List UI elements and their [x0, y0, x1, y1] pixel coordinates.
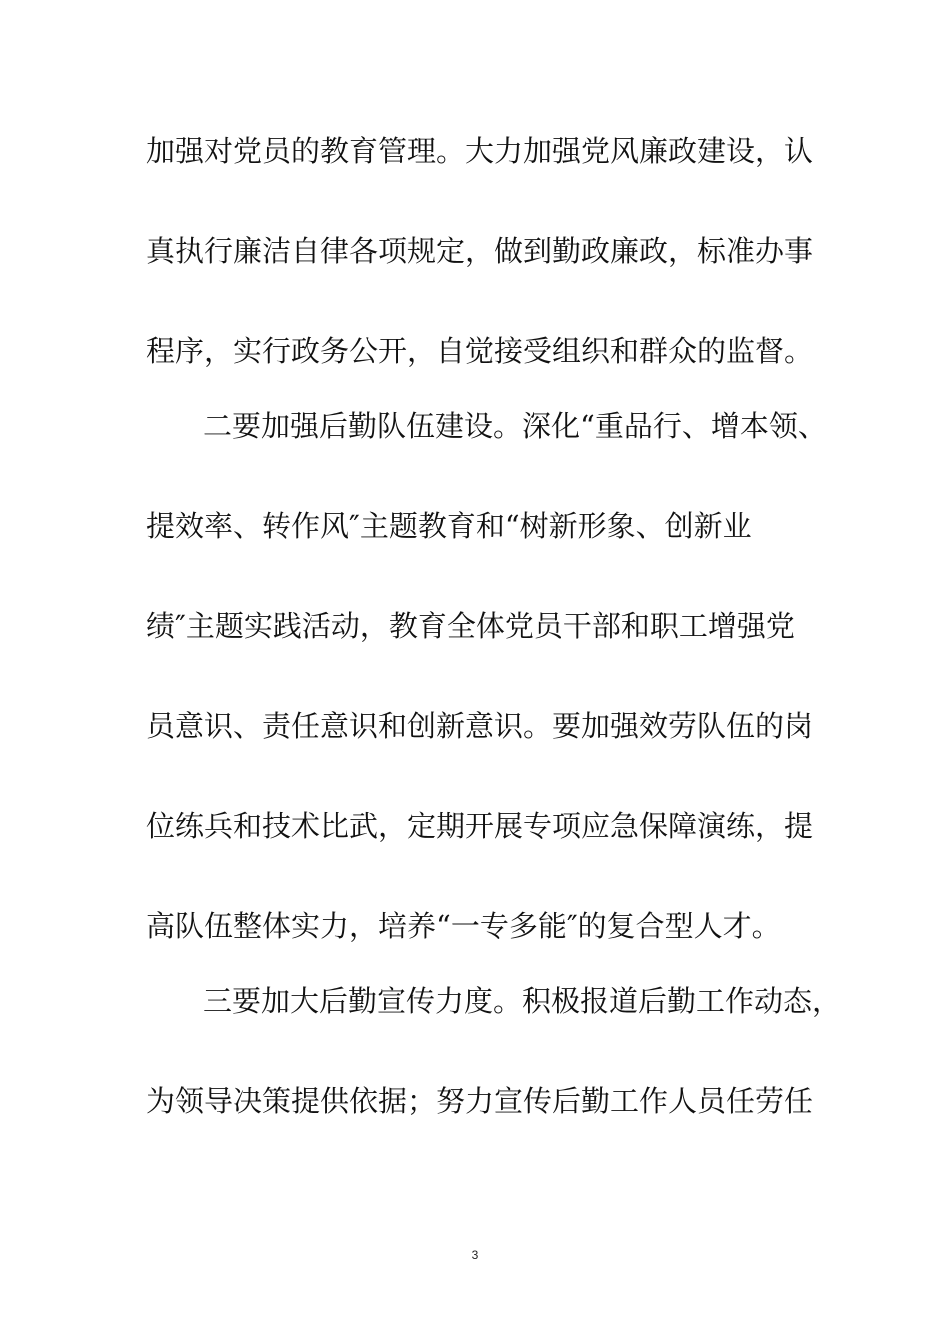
text-line: 程序，实行政务公开，自觉接受组织和群众的监督。 — [146, 334, 814, 368]
paragraph-start-line: 三要加大后勤宣传力度。积极报道后勤工作动态， — [203, 984, 842, 1018]
text-line: 为领导决策提供依据；努力宣传后勤工作人员任劳任 — [146, 1084, 814, 1118]
text-line: 真执行廉洁自律各项规定，做到勤政廉政，标准办事 — [146, 234, 814, 268]
text-line: 加强对党员的教育管理。大力加强党风廉政建设，认 — [146, 134, 814, 168]
text-line: 高队伍整体实力，培养“一专多能″的复合型人才。 — [146, 909, 781, 943]
paragraph-start-line: 二要加强后勤队伍建设。深化“重品行、增本领、 — [203, 409, 827, 443]
page-number: 3 — [471, 1248, 479, 1262]
text-line: 绩″主题实践活动，教育全体党员干部和职工增强党 — [146, 609, 795, 643]
text-line: 提效率、转作风″主题教育和“树新形象、创新业 — [146, 509, 752, 543]
text-line: 位练兵和技术比武，定期开展专项应急保障演练，提 — [146, 809, 814, 843]
text-line: 员意识、责任意识和创新意识。要加强效劳队伍的岗 — [146, 709, 814, 743]
